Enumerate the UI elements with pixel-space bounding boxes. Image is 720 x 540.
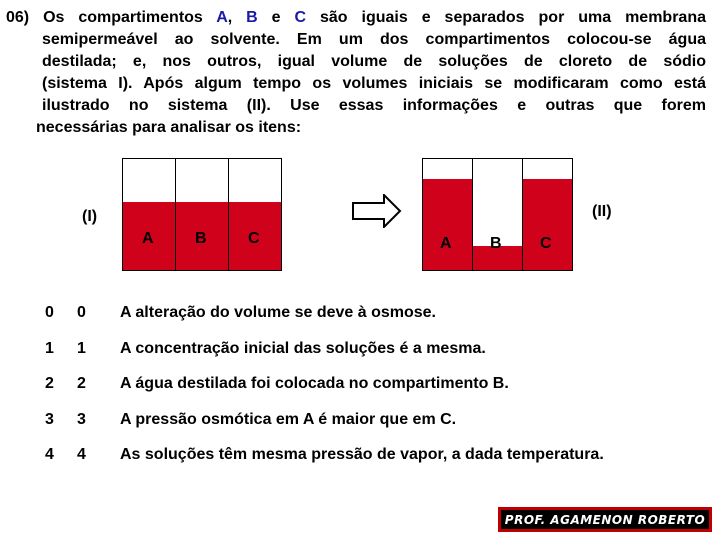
item-row [0, 304, 720, 328]
container-c [522, 158, 573, 271]
item-statement: A pressão osmótica em A é maior que em C. [120, 410, 457, 428]
question-line-6: necessárias para analisar os itens: [36, 119, 302, 136]
item-statement: A água destilada foi colocada no compartimento B. [120, 375, 509, 392]
system-2-label: (II) [592, 203, 612, 220]
question-line-4: (sistema I). Após algum tempo os volumes iniciais se modificaram como está [42, 75, 706, 92]
item-row [0, 446, 720, 470]
solution-fill [523, 179, 572, 270]
compartment-c-ref: C [294, 9, 307, 26]
author-credit-badge: PROF. AGAMENON ROBERTO [498, 507, 712, 532]
container-label-b: B [195, 230, 207, 247]
container-label-c: C [248, 230, 260, 247]
question-line-3: destilada; e, nos outros, igual volume de soluções de cloreto de sódio [42, 53, 706, 70]
container-label-b: B [490, 235, 502, 252]
item-number-left: 2 [45, 375, 54, 392]
container-b [175, 158, 229, 271]
compartment-b-ref: B [246, 9, 258, 26]
item-row [0, 411, 720, 435]
item-number-right: 2 [77, 375, 86, 392]
container-a [422, 158, 473, 271]
item-number-left: 1 [45, 339, 54, 357]
item-number-right: 0 [77, 304, 86, 321]
container-c [228, 158, 282, 271]
container-label-a: A [440, 235, 452, 252]
question-line-1 [6, 7, 706, 29]
system-1-label: (I) [82, 208, 98, 225]
question-line-1-suffix: são iguais e separados por uma membrana [306, 9, 707, 26]
question-line-2: semipermeável ao solvente. Em um dos compartimentos colocou-se água [42, 31, 706, 48]
item-number-right: 3 [77, 410, 86, 428]
question-line-5: ilustrado no sistema (II). Use essas informações e outras que forem [42, 97, 706, 114]
item-number-left: 4 [45, 446, 54, 463]
item-number-left: 3 [45, 410, 54, 428]
item-statement: A concentração inicial das soluções é a mesma. [120, 339, 486, 357]
separator-1: , [227, 9, 247, 26]
item-statement: As soluções têm mesma pressão de vapor, a dada temperatura. [120, 446, 604, 463]
container-label-c: C [540, 235, 552, 252]
arrow-icon [352, 194, 402, 228]
separator-2: e [257, 9, 295, 26]
item-row [0, 375, 720, 399]
question-prefix: 06) Os compartimentos [6, 9, 217, 26]
container-b [472, 158, 523, 271]
item-number-left: 0 [45, 304, 54, 321]
item-number-right: 4 [77, 446, 86, 463]
compartment-a-ref: A [216, 9, 228, 26]
item-row [0, 340, 720, 364]
item-number-right: 1 [77, 339, 86, 357]
solution-fill [423, 179, 472, 270]
container-label-a: A [142, 230, 154, 247]
item-statement: A alteração do volume se deve à osmose. [120, 304, 436, 321]
container-a [122, 158, 176, 271]
